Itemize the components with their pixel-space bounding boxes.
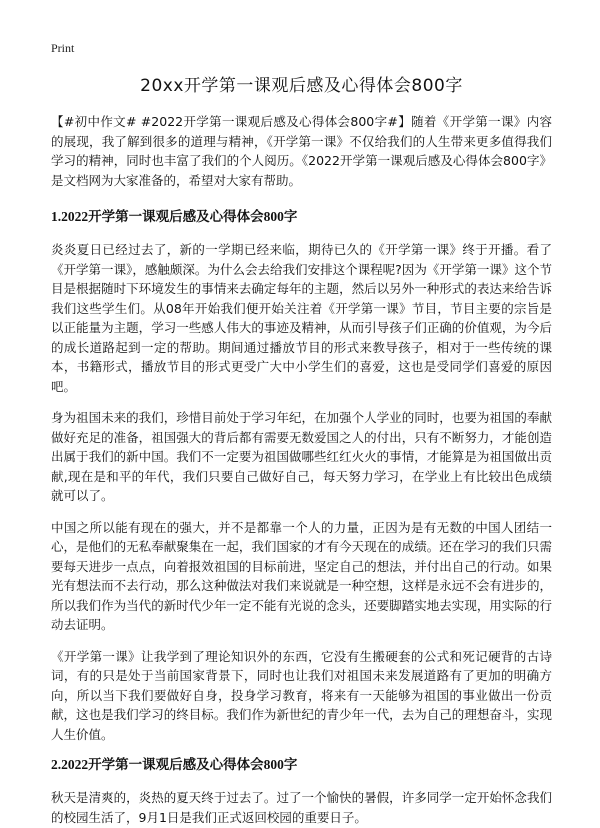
section-1-paragraph-2: 身为祖国未来的我们，珍惜目前处于学习年纪，在加强个人学业的同时，也要为祖国的奉献做好充足的准备，祖国强大的背后都有需要无数爱国之人的付出，只有不断努力，才能创造出属于我们的新中国。我们不一定要为祖国做哪些红红火火的事情，才能算是为祖国做出贡献,现在是和平的年代，我们只要自己做好自己，每天努力学习，在学业上有比较出色成绩就可以了。 (51, 410, 552, 503)
intro-paragraph: 【#初中作文# #2022开学第一课观后感及心得体会800字#】随着《开学第一课》内容的展现，我了解到很多的道理与精神，《开学第一课》不仅给我们的人生带来更多值得我们学习的精神，同时也丰富了我们的个人阅历。《2022开学第一课观后感及心得体会800字》是文档网为大家准备的，希望对大家有帮助。 (51, 114, 552, 188)
section-1-paragraph-1: 炎炎夏日已经过去了，新的一学期已经来临，期待已久的《开学第一课》终于开播。看了《开学第一课》，感触颇深。为什么会去给我们安排这个课程呢?因为《开学第一课》这个节目是根据随时下环境发生的事情来去确定每年的主题，然后以另外一种形式的表达来给告诉我们这些学生们。从08年开始我们便开始关注着《开学第一课》节目，节目主要的宗旨是以正能量为主题，学习一些感人伟大的事迹及精神，从而引导孩子们正确的价值观，为今后的成长道路起到一定的帮助。期间通过播放节目的形式来教导孩子，相对于一些传统的课本，书籍形式，播放节目的形式更受广大中小学生们的喜爱，这也是受同学们喜爱的原因吧。 (51, 242, 552, 394)
section-1-paragraph-3: 中国之所以能有现在的强大，并不是都靠一个人的力量，正因为是有无数的中国人团结一心，是他们的无私奉献聚集在一起，我们国家的才有今天现在的成绩。还在学习的我们只需要每天进步一点点，向着报效祖国的目标前进，坚定自己的想法，并付出自己的行动。如果光有想法而不去行动，那么这种做法对我们来说就是一种空想，这样是永远不会有进步的，所以我们作为当代的新时代少年一定不能有光说的念头，还要脚踏实地去实现，用实际的行动去证明。 (51, 519, 552, 632)
section-1 (51, 208, 552, 744)
document-title: 20xx开学第一课观后感及心得体会800字 (140, 76, 463, 96)
section-2 (51, 756, 552, 827)
print-label[interactable]: Print (51, 41, 75, 55)
section-heading: 1.2022开学第一课观后感及心得体会800字 (51, 209, 298, 224)
section-heading: 2.2022开学第一课观后感及心得体会800字 (51, 757, 298, 772)
section-2-paragraph-1: 秋天是清爽的，炎热的夏天终于过去了。过了一个愉快的暑假，许多同学一定开始怀念我们的校园生活了，9月1日是我们正式返回校园的重要日子。 (51, 790, 552, 825)
section-1-paragraph-4: 《开学第一课》让我学到了理论知识外的东西，它没有生搬硬套的公式和死记硬背的古诗词，有的只是处于当前国家背景下，同时也让我们对祖国未来发展道路有了更加的明确方向，所以当下我们要做好自身，投身学习教育，将来有一天能够为祖国的事业做出一份贡献，这也是我们学习的终目标。我们作为新世纪的青少年一代，去为自己的理想奋斗，实现人生价值。 (51, 648, 552, 742)
